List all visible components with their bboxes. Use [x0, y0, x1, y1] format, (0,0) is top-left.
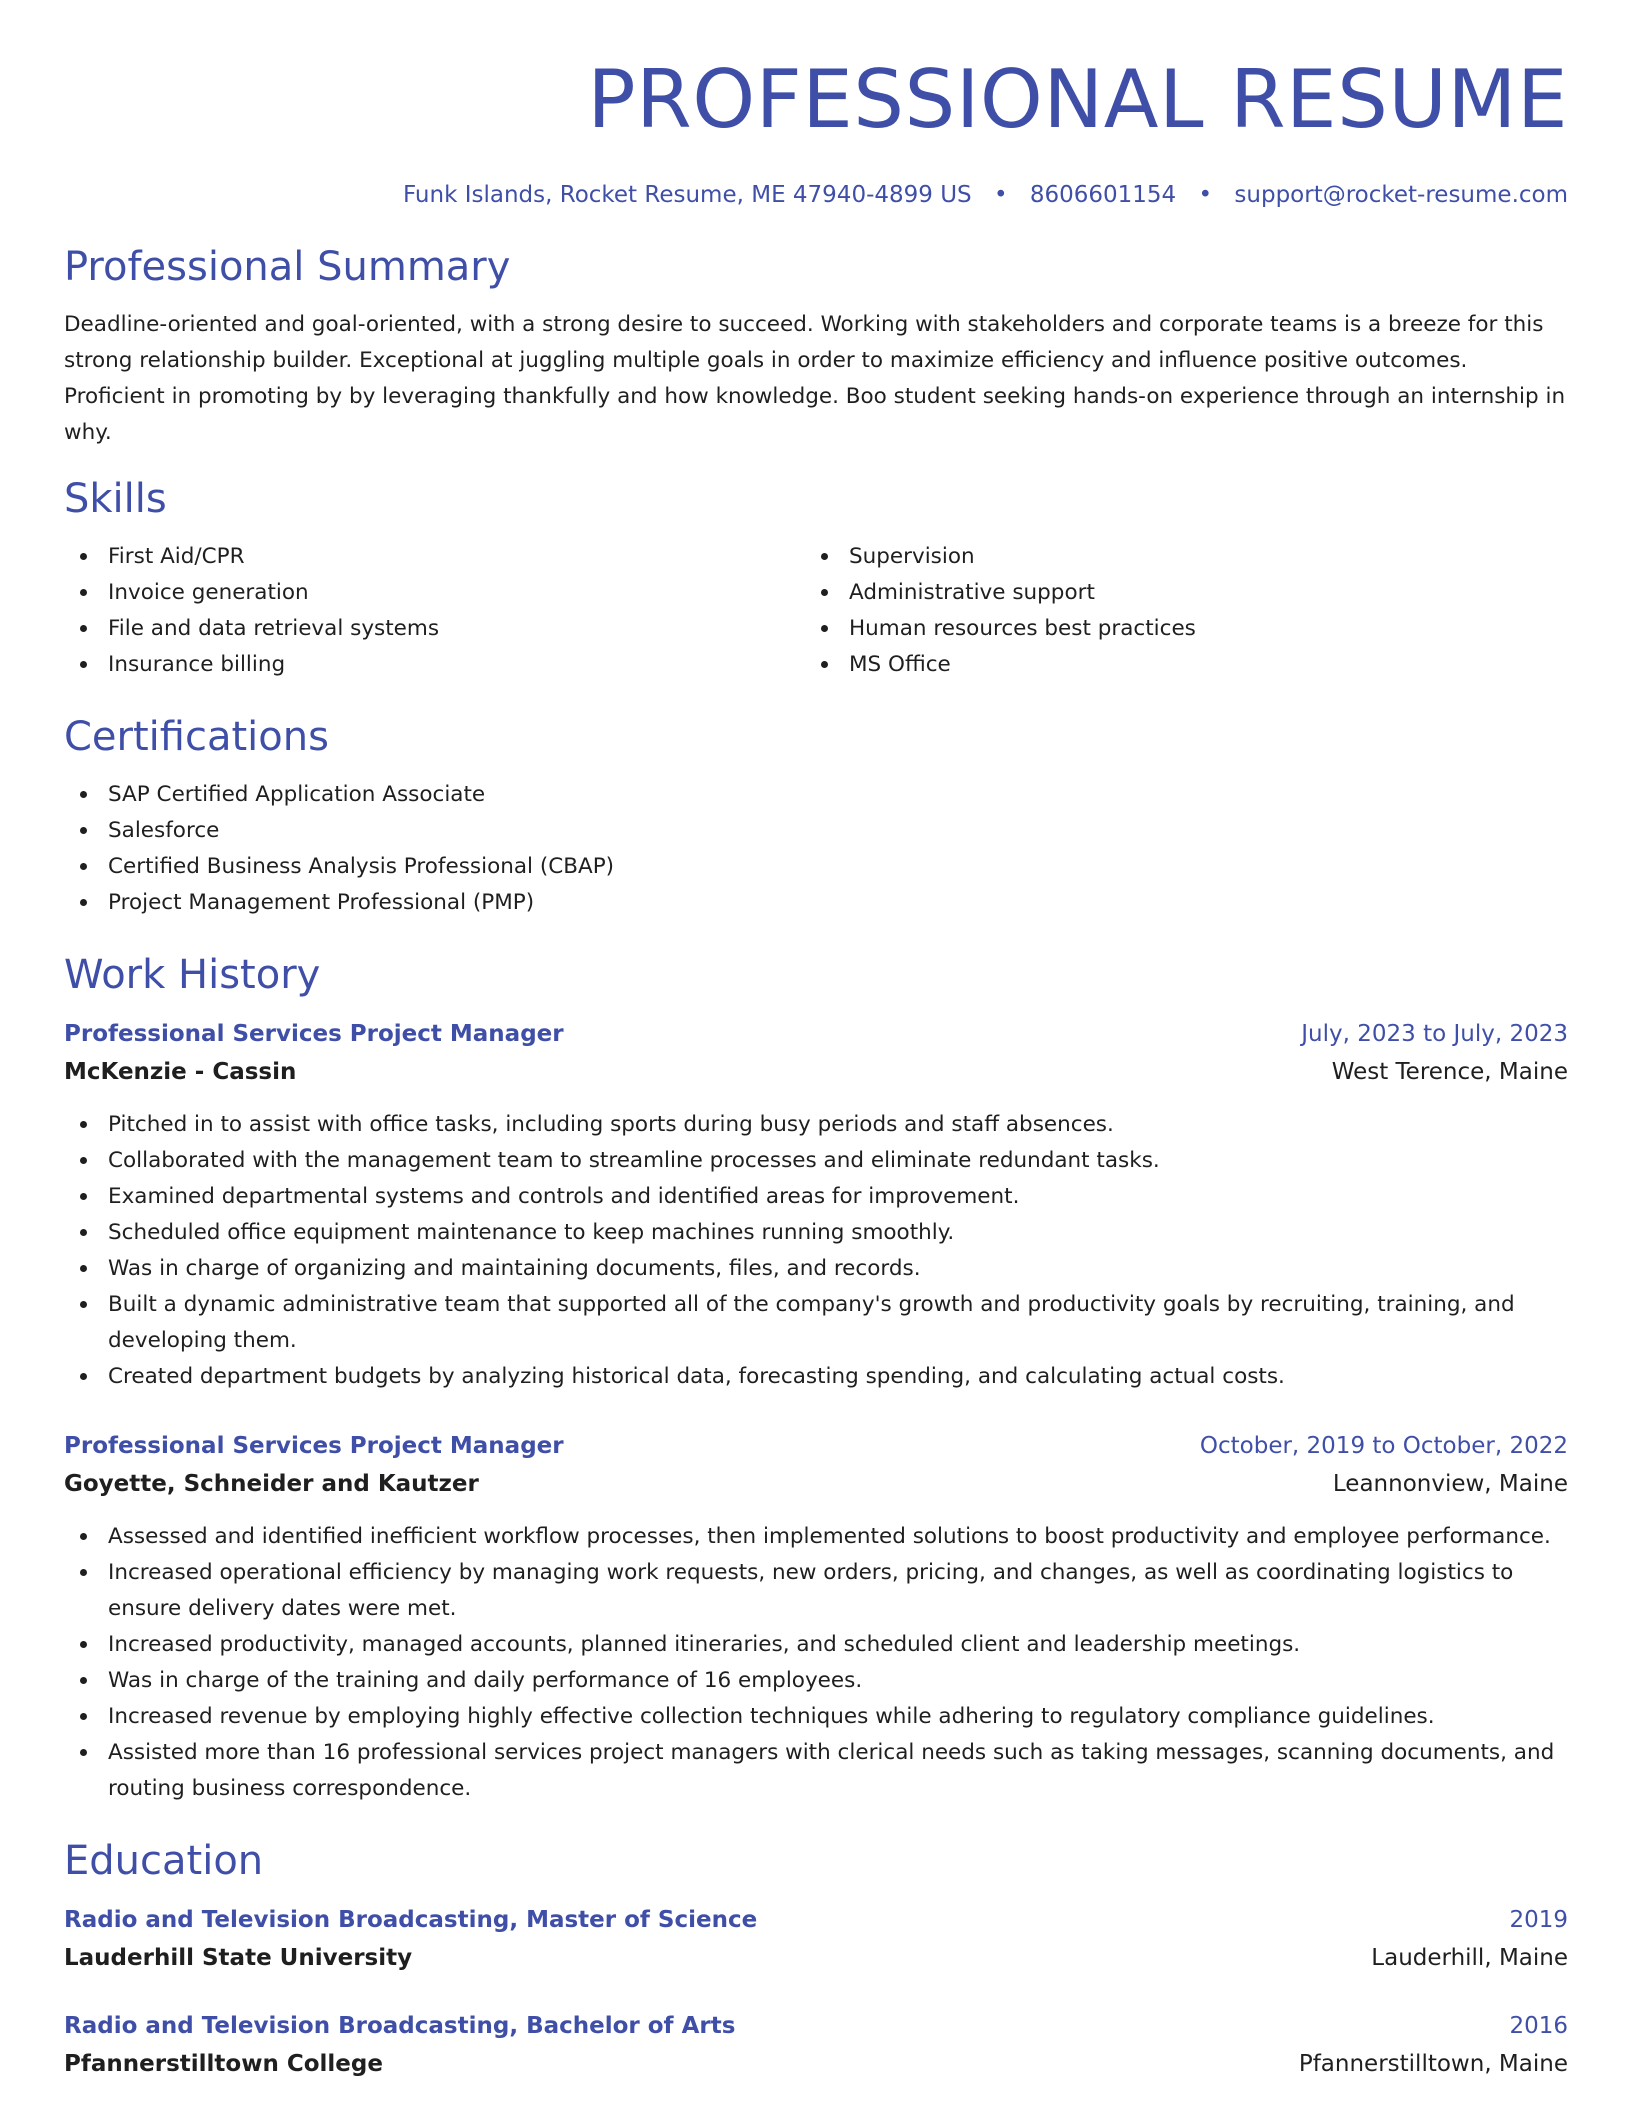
education-year: 2016: [1509, 2013, 1568, 2039]
job-bullet: Was in charge of the training and daily performance of 16 employees.: [64, 1663, 1568, 1699]
section-title-education: Education: [64, 1838, 264, 1884]
summary-section: [64, 244, 1568, 451]
skill-item: First Aid/CPR: [64, 539, 805, 575]
contact-separator: •: [1198, 182, 1213, 208]
summary-text: Deadline-oriented and goal-oriented, with a strong desire to succeed. Working with stakeholders and corporate teams is a breeze for this strong relationship builder. Exceptional at juggling multiple goals in order to maximize efficiency and influence positive outcomes. Proficient in promoting by by leveraging thankfully and how knowledge. Boo student seeking hands-on experience through an internship in why.: [64, 312, 1566, 445]
education-location: Lauderhill, Maine: [1371, 1945, 1568, 1971]
contact-line: [64, 184, 1568, 207]
job-bullet: Was in charge of organizing and maintaining documents, files, and records.: [64, 1251, 1568, 1287]
education-subheader: [64, 2045, 1568, 2083]
job-company: Goyette, Schneider and Kautzer: [64, 1471, 479, 1497]
skill-item: File and data retrieval systems: [64, 611, 805, 647]
education-section: [64, 1838, 1568, 2083]
skills-section: [64, 476, 1568, 683]
contact-email: support@rocket-resume.com: [1234, 182, 1568, 208]
job-bullet: Assessed and identified inefficient workflow processes, then implemented solutions to boost productivity and employee performance.: [64, 1519, 1568, 1555]
education-entry: [64, 2007, 1568, 2083]
certification-item: SAP Certified Application Associate: [64, 777, 1568, 813]
job-role: Professional Services Project Manager: [64, 1433, 564, 1459]
education-location: Pfannerstilltown, Maine: [1298, 2051, 1568, 2077]
job-entry: [64, 1427, 1568, 1807]
job-entry: [64, 1015, 1568, 1395]
contact-address: Funk Islands, Rocket Resume, ME 47940-4899 US: [402, 182, 972, 208]
contact-phone: 8606601154: [1029, 182, 1177, 208]
skill-item: MS Office: [805, 647, 1546, 683]
education-header: [64, 2007, 1568, 2045]
education-degree: Radio and Television Broadcasting, Bachelor of Arts: [64, 2013, 736, 2039]
skill-item: Administrative support: [805, 575, 1546, 611]
job-bullets: [64, 1107, 1568, 1395]
skill-item: Supervision: [805, 539, 1546, 575]
job-bullets: [64, 1519, 1568, 1807]
certification-item: Project Management Professional (PMP): [64, 885, 1568, 921]
job-bullet: Pitched in to assist with office tasks, including sports during busy periods and staff absences.: [64, 1107, 1568, 1143]
work-section: [64, 952, 1568, 1807]
job-location: Leannonview, Maine: [1332, 1471, 1568, 1497]
education-entry: [64, 1901, 1568, 1977]
section-title-skills: Skills: [64, 476, 167, 522]
job-bullet: Created department budgets by analyzing historical data, forecasting spending, and calculating actual costs.: [64, 1359, 1568, 1395]
job-dates: July, 2023 to July, 2023: [1301, 1021, 1568, 1047]
certification-item: Certified Business Analysis Professional (CBAP): [64, 849, 1568, 885]
job-bullet: Assisted more than 16 professional services project managers with clerical needs such as taking messages, scanning documents, and routing business correspondence.: [64, 1735, 1568, 1807]
education-year: 2019: [1509, 1907, 1568, 1933]
job-bullet: Increased revenue by employing highly effective collection techniques while adhering to regulatory compliance guidelines.: [64, 1699, 1568, 1735]
job-bullet: Scheduled office equipment maintenance to keep machines running smoothly.: [64, 1215, 1568, 1251]
contact-separator: •: [993, 182, 1008, 208]
certification-item: Salesforce: [64, 813, 1568, 849]
certifications-section: [64, 714, 1568, 921]
job-bullet: Increased operational efficiency by managing work requests, new orders, pricing, and changes, as well as coordinating logistics to ensure delivery dates were met.: [64, 1555, 1568, 1627]
job-bullet: Built a dynamic administrative team that supported all of the company's growth and productivity goals by recruiting, training, and developing them.: [64, 1287, 1568, 1359]
job-bullet: Increased productivity, managed accounts, planned itineraries, and scheduled client and leadership meetings.: [64, 1627, 1568, 1663]
page-title: PROFESSIONAL RESUME: [587, 53, 1568, 146]
section-title-summary: Professional Summary: [64, 244, 511, 290]
job-role: Professional Services Project Manager: [64, 1021, 564, 1047]
skill-item: Human resources best practices: [805, 611, 1546, 647]
job-subheader: [64, 1053, 1568, 1091]
education-school: Lauderhill State University: [64, 1945, 413, 1971]
skills-list-right: [805, 539, 1546, 683]
education-subheader: [64, 1939, 1568, 1977]
education-school: Pfannerstilltown College: [64, 2051, 383, 2077]
job-dates: October, 2019 to October, 2022: [1199, 1433, 1568, 1459]
section-title-work: Work History: [64, 952, 321, 998]
skills-list-left: [64, 539, 805, 683]
education-degree: Radio and Television Broadcasting, Master of Science: [64, 1907, 758, 1933]
certifications-list: [64, 777, 1568, 921]
section-title-certifications: Certifications: [64, 714, 329, 760]
job-header: [64, 1427, 1568, 1465]
job-bullet: Examined departmental systems and controls and identified areas for improvement.: [64, 1179, 1568, 1215]
job-bullet: Collaborated with the management team to streamline processes and eliminate redundant tasks.: [64, 1143, 1568, 1179]
skill-item: Invoice generation: [64, 575, 805, 611]
skills-grid: [64, 539, 1568, 683]
education-header: [64, 1901, 1568, 1939]
job-header: [64, 1015, 1568, 1053]
job-location: West Terence, Maine: [1331, 1059, 1568, 1085]
skill-item: Insurance billing: [64, 647, 805, 683]
job-company: McKenzie - Cassin: [64, 1059, 297, 1085]
job-subheader: [64, 1465, 1568, 1503]
